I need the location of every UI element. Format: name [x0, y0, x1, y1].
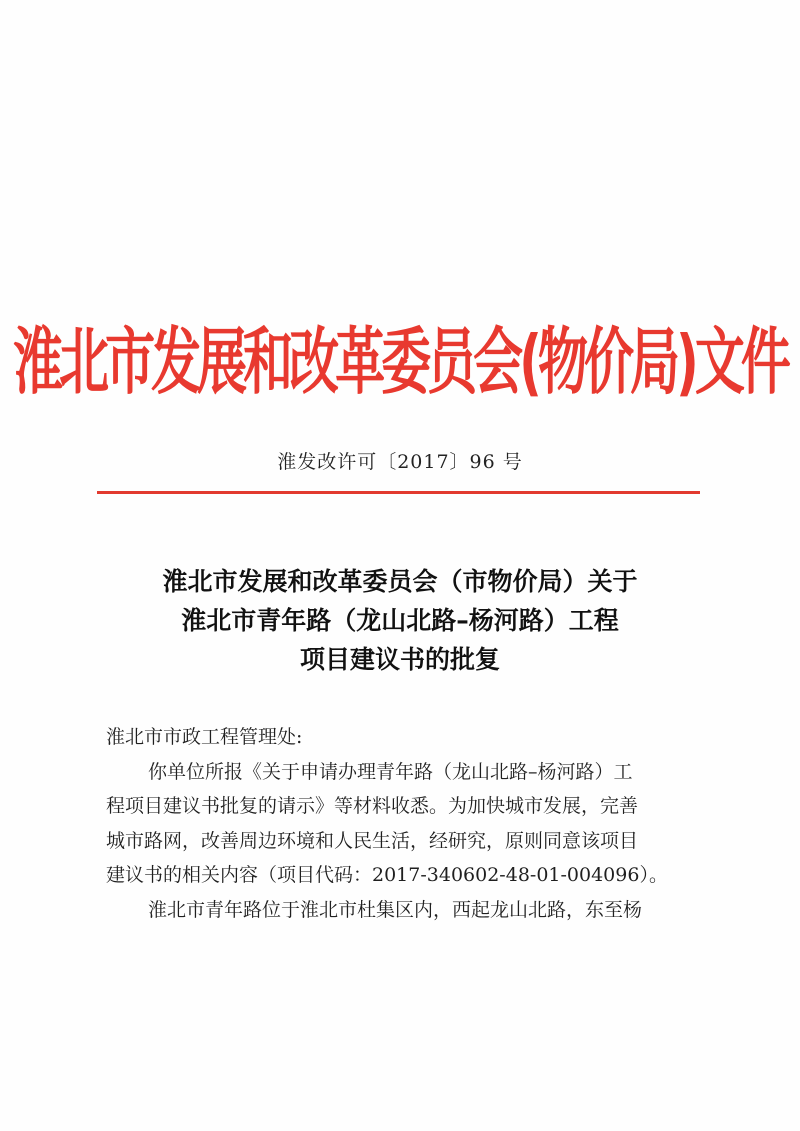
title-line: 淮北市发展和改革委员会（市物价局）关于: [162, 567, 638, 596]
body-line: 淮北市青年路位于淮北市杜集区内，西起龙山北路，东至杨: [148, 898, 643, 921]
document-body: [106, 720, 706, 927]
masthead-title: 淮北市发展和改革委员会(物价局)文件: [13, 320, 787, 405]
body-line: 程项目建议书批复的请示》等材料收悉。为加快城市发展，完善: [106, 795, 639, 817]
body-line: 你单位所报《关于申请办理青年路（龙山北路–杨河路）工: [148, 760, 633, 783]
recipient-line: 淮北市市政工程管理处:: [106, 726, 303, 748]
title-line: 淮北市青年路（龙山北路–杨河路）工程: [181, 606, 619, 635]
document-number: 淮发改许可〔2017〕96 号: [277, 451, 523, 473]
document-title: [0, 562, 800, 679]
title-line: 项目建议书的批复: [299, 645, 500, 674]
red-divider-line: [97, 491, 700, 494]
body-line: 建议书的相关内容（项目代码：2017-340602-48-01-004096）。: [106, 864, 668, 886]
body-line: 城市路网，改善周边环境和人民生活，经研究，原则同意该项目: [106, 829, 639, 852]
